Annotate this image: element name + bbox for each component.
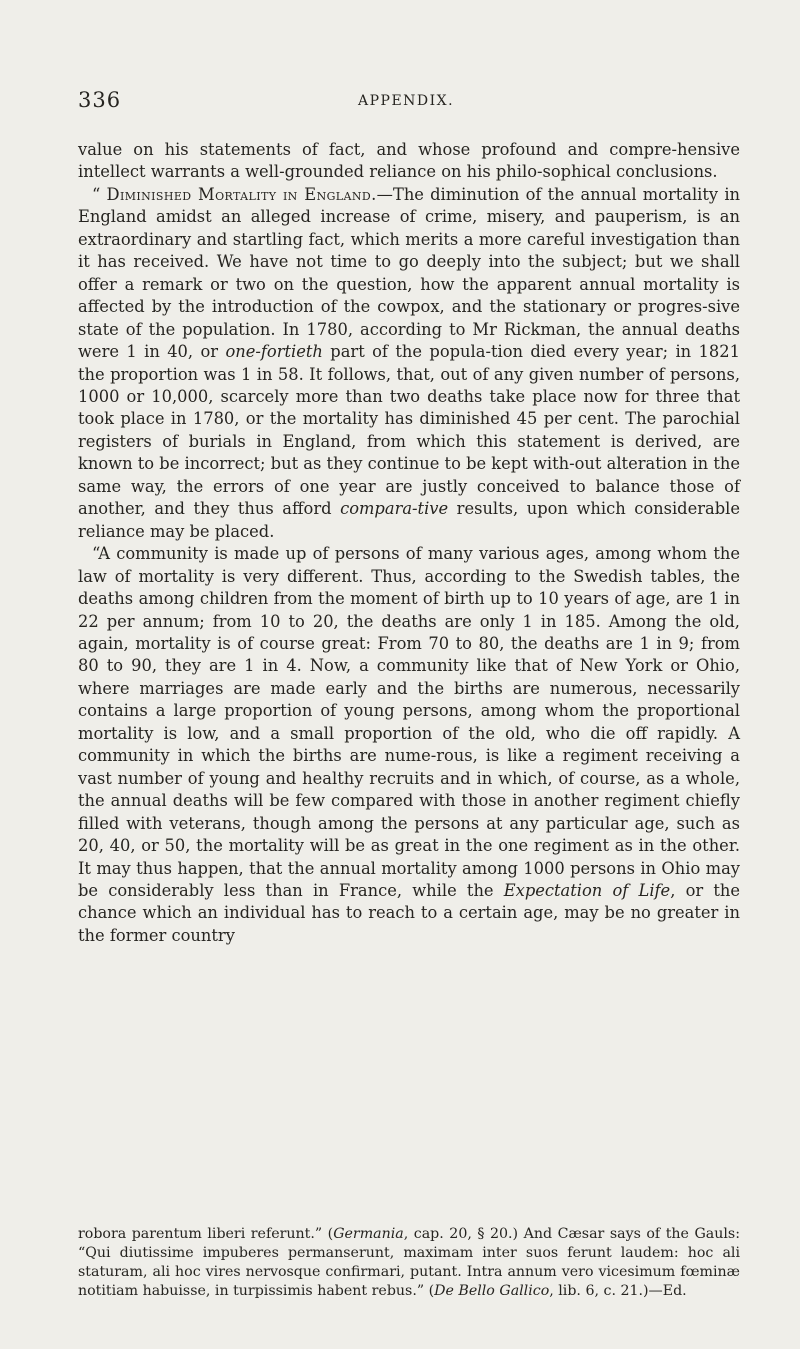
section-heading: Diminished Mortality in England. <box>106 184 377 204</box>
emphasis: Expectation of Life <box>503 880 671 900</box>
paragraph-community: “A community is made up of persons of many various ages, among whom the law of mortality is very different. Thus, according to the Swedish tables, the deaths among children from the moment of birth up to 10 years of age, are 1 in 22 per annum; from 10 to 20, the deaths are only 1 in 185. Among the old, again, mortality is of course great: From 70 to 80, the deaths are 1 in 9; from 80 to 90, they are 1 in 4. Now, a community like that of New York or Ohio, where marriages are made early and the births are numerous, necessarily contains a large proportion of young persons, among whom the proportional mortality is low, and a small proportion of the old, who die off rapidly. A community in which the births are nume-rous, is like a regiment receiving a vast number of young and healthy recruits and in which, of course, as a whole, the annual deaths will be few compared with those in another regiment chiefly filled with veterans, though among the persons at any particular age, such as 20, 40, or 50, the mortality will be as great in the one regiment as in the other. It may thus happen, that the annual mortality among 1000 persons in Ohio may be considerably less than in France, while the Expectation of Life, or the chance which an individual has to reach to a certain age, may be no greater in the former country <box>78 544 741 945</box>
emphasis: De Bello Gallico <box>434 1283 550 1300</box>
footnote-text: robora parentum liberi referunt.” (Germania, cap. 20, § 20.) And Cæsar says of the Gauls: “Qui diutissime impuberes permanserunt, maximam inter suos ferunt laudem: hoc ali staturam, ali hoc vires nervosque confirmari, putant. Intra annum vero vicesimum fœminæ notitiam habuisse, in turpissimis habent rebus.” (De Bello Gallico, lib. 6, c. 21.)—Ed. <box>78 1226 740 1300</box>
paragraph-continuation: value on his statements of fact, and whose profound and compre-hensive intellect warrants a well-grounded reliance on his philo-sophical conclusions. <box>78 140 740 182</box>
page-number: 336 <box>78 88 122 112</box>
body-text <box>78 139 740 947</box>
paragraph-diminished-mortality: “ Diminished Mortality in England.—The diminution of the annual mortality in England amidst an alleged increase of crime, misery, and pauperism, is an extraordinary and startling fact, which merits a more careful investigation than it has received. We have not time to go deeply into the subject; but we shall offer a remark or two on the question, how the apparent annual mortality is affected by the introduction of the cowpox, and the stationary or progres-sive state of the population. In 1780, according to Mr Rickman, the annual deaths were 1 in 40, or one-fortieth part of the popula-tion died every year; in 1821 the proportion was 1 in 58. It follows, that, out of any given number of persons, 1000 or 10,000, scarcely more than two deaths take place now for three that took place in 1780, or the mortality has diminished 45 per cent. The parochial registers of burials in England, from which this statement is derived, are known to be incorrect; but as they continue to be kept with-out alteration in the same way, the errors of one year are justly conceived to balance those of another, and they thus afford compara-tive results, upon which considerable reliance may be placed. <box>78 184 741 541</box>
quote-mark-open: “ <box>92 184 107 204</box>
emphasis: one-fortieth <box>225 342 323 362</box>
page-header <box>78 88 740 116</box>
running-head: APPENDIX. <box>358 93 455 109</box>
emphasis: compara-tive <box>340 499 449 519</box>
footnote <box>78 1225 740 1301</box>
emphasis: Germania <box>333 1226 404 1242</box>
